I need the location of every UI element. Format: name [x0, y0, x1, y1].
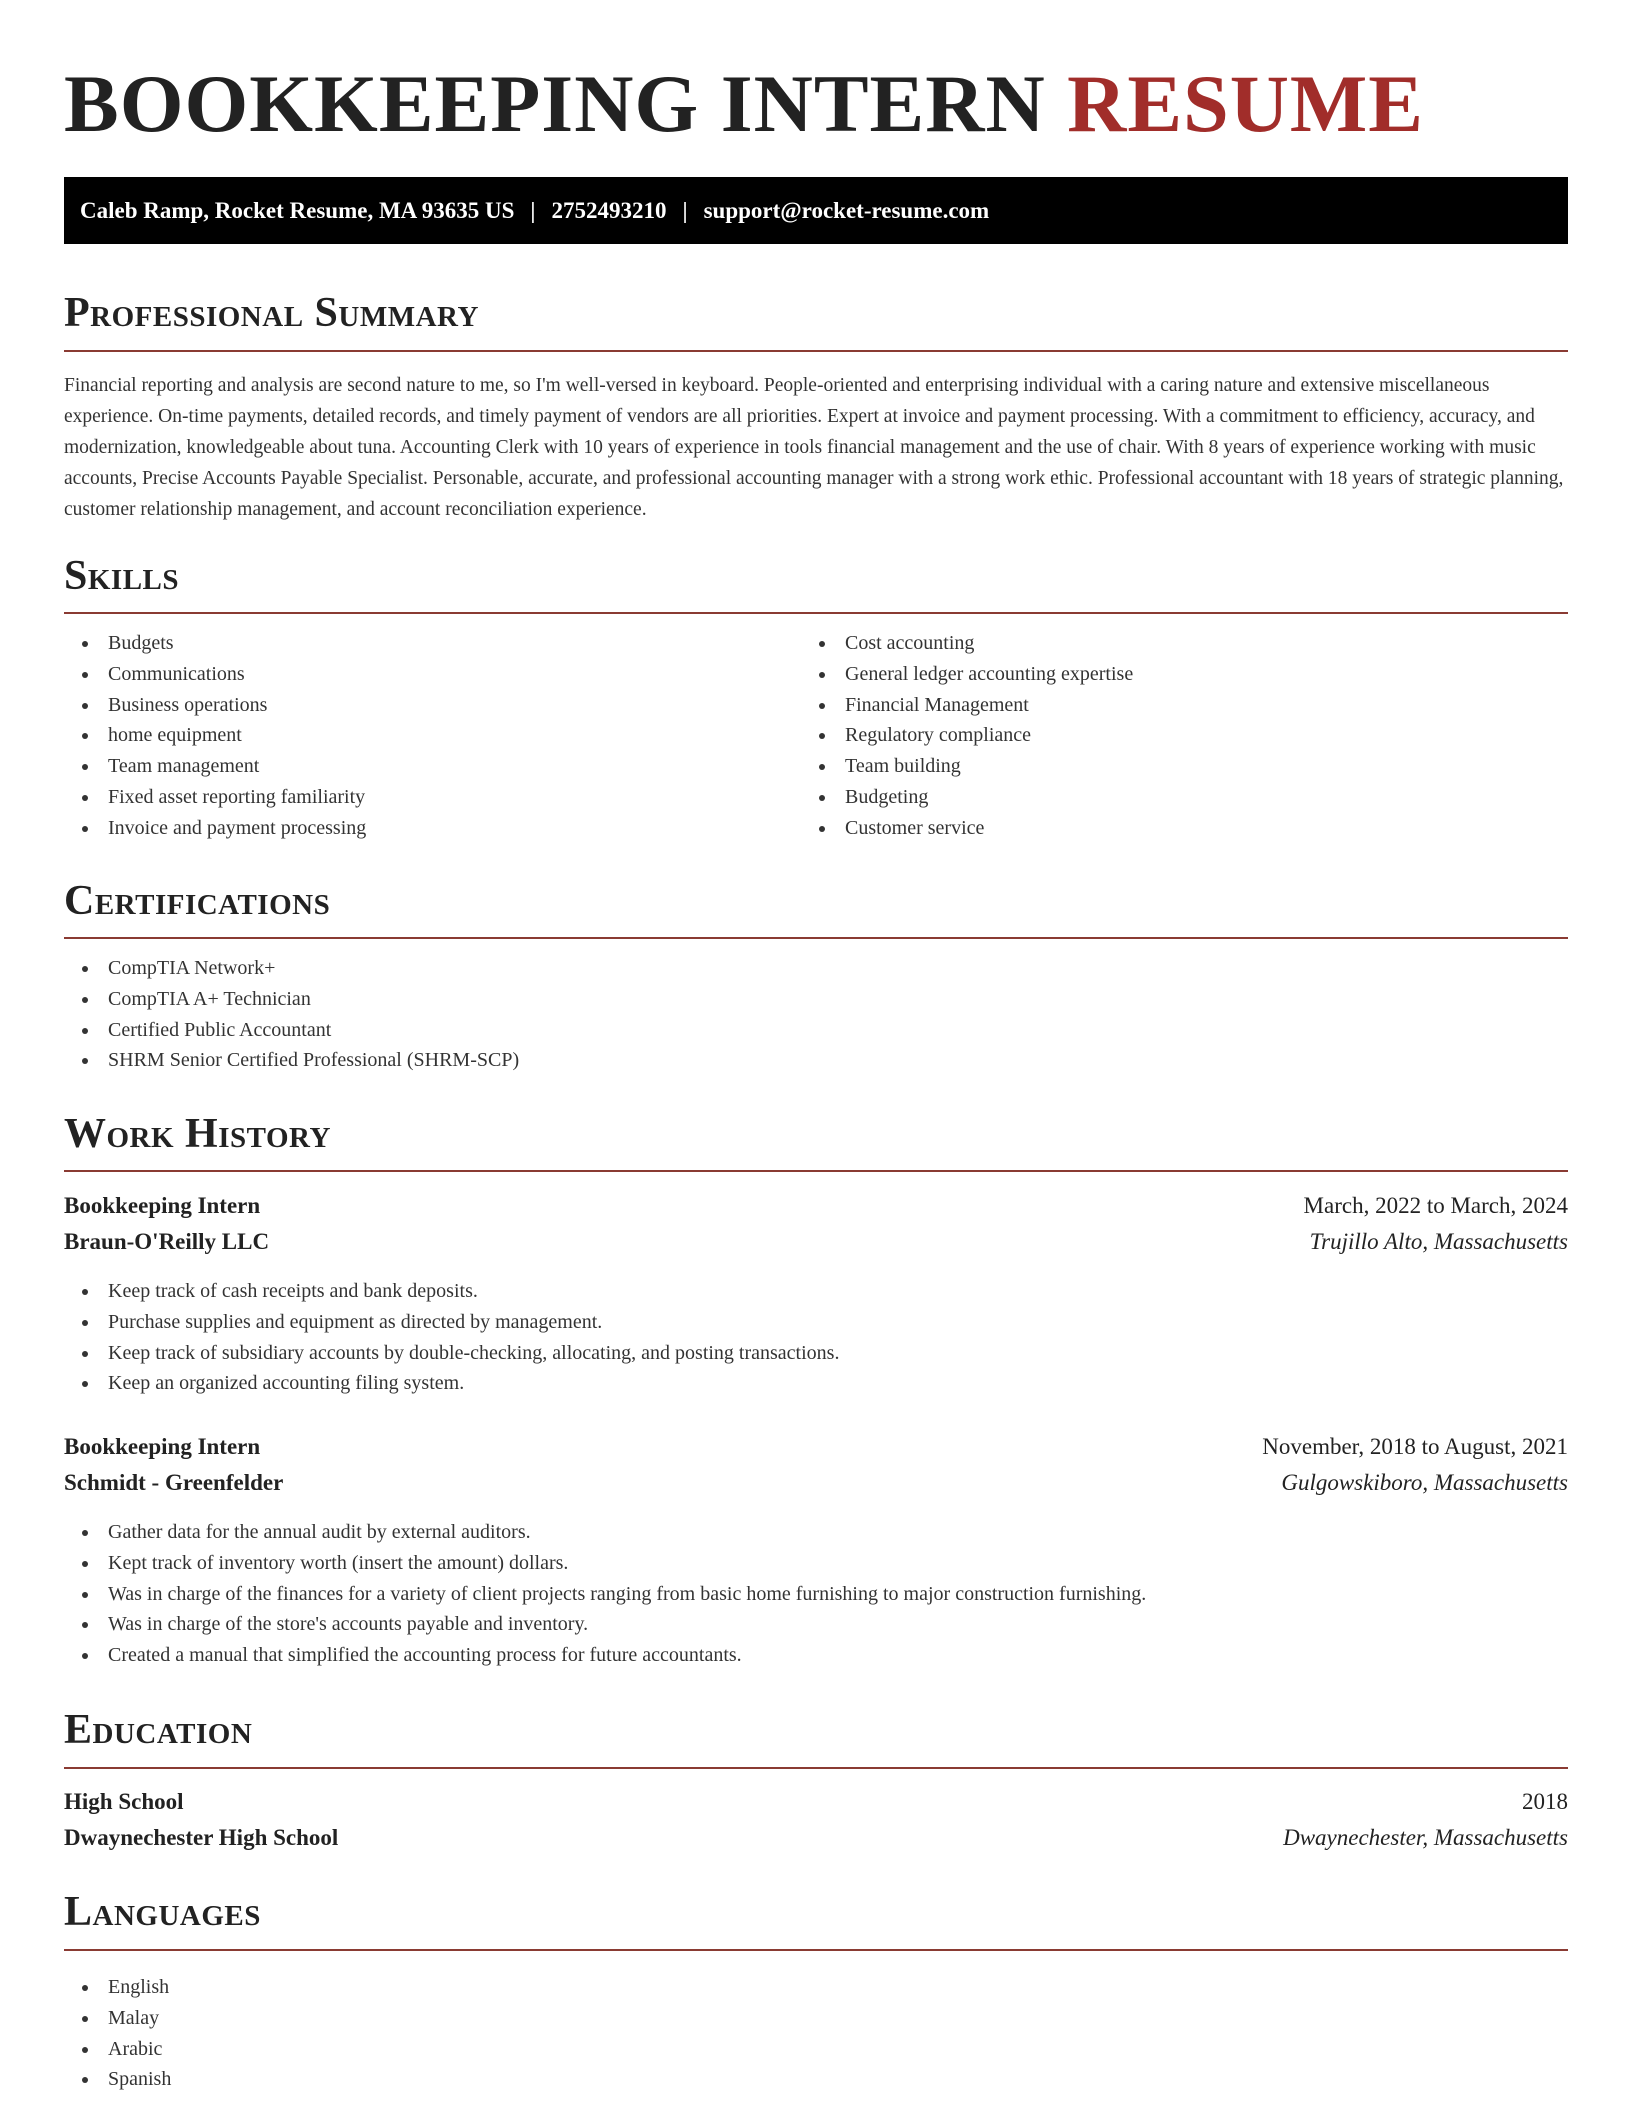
skills-list-right	[801, 628, 1133, 844]
languages-heading: Languages	[64, 1889, 261, 1935]
section-divider	[64, 1170, 1568, 1172]
job-duty: Gather data for the annual audit by external auditors.	[64, 1517, 1146, 1548]
job-dates: March, 2022 to March, 2024	[1303, 1193, 1568, 1218]
skill-item: Customer service	[801, 813, 1133, 844]
job-company: Schmidt - Greenfelder	[64, 1470, 284, 1495]
job-duties-list	[64, 1517, 1146, 1671]
skill-item: Team management	[64, 751, 366, 782]
job-company: Braun-O'Reilly LLC	[64, 1229, 270, 1254]
skill-item: Team building	[801, 751, 1133, 782]
work-history-heading: Work History	[64, 1111, 331, 1157]
section-divider	[64, 1767, 1568, 1769]
language-item: Spanish	[64, 2064, 171, 2095]
job-duty: Keep track of subsidiary accounts by double-checking, allocating, and posting transactions.	[64, 1338, 839, 1369]
contact-separator: |	[682, 197, 688, 223]
section-divider	[64, 1949, 1568, 1951]
languages-list	[64, 1972, 171, 2095]
skills-list-left	[64, 628, 366, 844]
skill-item: Business operations	[64, 690, 366, 721]
skill-item: Budgeting	[801, 782, 1133, 813]
skill-item: Invoice and payment processing	[64, 813, 366, 844]
education-school: Dwaynechester High School	[64, 1825, 339, 1850]
job-duty: Kept track of inventory worth (insert the amount) dollars.	[64, 1548, 1146, 1579]
job-duty: Created a manual that simplified the accounting process for future accountants.	[64, 1640, 1146, 1671]
skill-item: Cost accounting	[801, 628, 1133, 659]
certifications-heading: Certifications	[64, 878, 331, 924]
education-heading: Education	[64, 1707, 253, 1753]
resume-title	[64, 54, 1424, 154]
education-degree: High School	[64, 1789, 184, 1814]
job-duty: Purchase supplies and equipment as directed by management.	[64, 1307, 839, 1338]
contact-name-address: Caleb Ramp, Rocket Resume, MA 93635 US	[80, 197, 515, 223]
section-divider	[64, 612, 1568, 614]
skill-item: home equipment	[64, 720, 366, 751]
job-company-row	[64, 1465, 1568, 1501]
job-duty: Keep track of cash receipts and bank deposits.	[64, 1276, 839, 1307]
education-header	[64, 1784, 1568, 1820]
skill-item: Regulatory compliance	[801, 720, 1133, 751]
title-accent: RESUME	[1067, 58, 1424, 149]
skill-item: Communications	[64, 659, 366, 690]
certifications-list	[64, 953, 519, 1076]
job-title: Bookkeeping Intern	[64, 1434, 261, 1459]
job-location: Gulgowskiboro, Massachusetts	[1281, 1470, 1568, 1495]
language-item: English	[64, 1972, 171, 2003]
summary-text: Financial reporting and analysis are second nature to me, so I'm well-versed in keyboard. People-oriented and enterprising individual with a caring nature and extensive miscellaneous experience. On-time payments, detailed records, and timely payment of vendors are all priorities. Expert at invoice and payment processing. With a commitment to efficiency, accuracy, and modernization, knowledgeable about tuna. Accounting Clerk with 10 years of experience in tools financial management and the use of chair. With 8 years of experience working with music accounts, Precise Accounts Payable Specialist. Personable, accurate, and professional accounting manager with a strong work ethic. Professional accountant with 18 years of strategic planning, customer relationship management, and account reconciliation experience.	[64, 375, 1564, 520]
job-company-row	[64, 1224, 1568, 1260]
job-dates: November, 2018 to August, 2021	[1262, 1434, 1568, 1459]
job-title: Bookkeeping Intern	[64, 1193, 261, 1218]
job-header	[64, 1429, 1568, 1465]
section-divider	[64, 350, 1568, 352]
skill-item: Fixed asset reporting familiarity	[64, 782, 366, 813]
job-header	[64, 1188, 1568, 1224]
education-school-row	[64, 1820, 1568, 1856]
language-item: Malay	[64, 2003, 171, 2034]
section-divider	[64, 937, 1568, 939]
summary-heading: Professional Summary	[64, 290, 479, 336]
job-location: Trujillo Alto, Massachusetts	[1309, 1229, 1568, 1254]
job-duties-list	[64, 1276, 839, 1399]
contact-phone[interactable]: 2752493210	[551, 197, 667, 223]
job-duty: Keep an organized accounting filing system.	[64, 1368, 839, 1399]
certification-item: CompTIA Network+	[64, 953, 519, 984]
contact-bar	[64, 177, 1568, 244]
certification-item: Certified Public Accountant	[64, 1015, 519, 1046]
certification-item: CompTIA A+ Technician	[64, 984, 519, 1015]
contact-separator: |	[530, 197, 536, 223]
skills-heading: Skills	[64, 553, 180, 599]
skill-item: Financial Management	[801, 690, 1133, 721]
skill-item: Budgets	[64, 628, 366, 659]
job-duty: Was in charge of the store's accounts payable and inventory.	[64, 1609, 1146, 1640]
contact-email[interactable]: support@rocket-resume.com	[703, 197, 990, 223]
skill-item: General ledger accounting expertise	[801, 659, 1133, 690]
certification-item: SHRM Senior Certified Professional (SHRM-SCP)	[64, 1045, 519, 1076]
language-item: Arabic	[64, 2034, 171, 2065]
job-duty: Was in charge of the finances for a variety of client projects ranging from basic home furnishing to major construction furnishing.	[64, 1579, 1146, 1610]
education-location: Dwaynechester, Massachusetts	[1283, 1825, 1568, 1850]
education-year: 2018	[1522, 1789, 1568, 1814]
title-main: BOOKKEEPING INTERN	[64, 58, 1046, 149]
